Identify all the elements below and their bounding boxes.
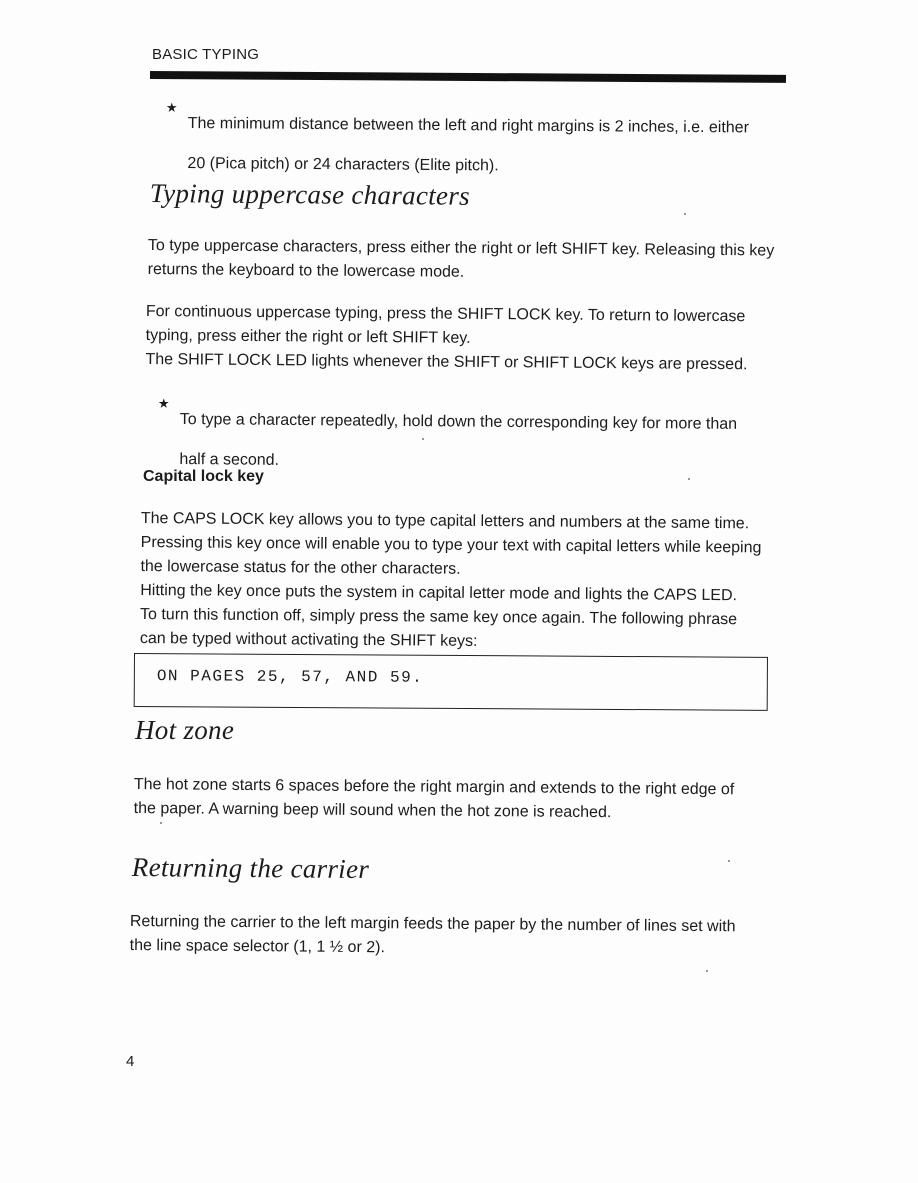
paragraph-line: returns the keyboard to the lowercase mode. bbox=[147, 260, 465, 281]
scan-speck bbox=[684, 213, 686, 215]
paragraph-line: The CAPS LOCK key allows you to type capital letters and numbers at the same time. bbox=[140, 509, 750, 533]
paragraph-line: To turn this function off, simply press the same key once again. The following phrase bbox=[139, 605, 738, 629]
scan-speck bbox=[688, 478, 690, 480]
uppercase-paragraph-2 bbox=[145, 300, 748, 377]
capital-lock-paragraph bbox=[140, 507, 762, 656]
paragraph-line: For continuous uppercase typing, press the SHIFT LOCK key. To return to lowercase bbox=[145, 302, 746, 326]
uppercase-paragraph-1 bbox=[148, 234, 775, 287]
paragraph-line: Pressing this key once will enable you to type your text with capital letters while keeping bbox=[140, 533, 762, 557]
paragraph-line: Returning the carrier to the left margin feeds the paper by the number of lines set with bbox=[129, 912, 736, 936]
note-line: 20 (Pica pitch) or 24 characters (Elite pitch). bbox=[187, 154, 499, 175]
paragraph-line: The SHIFT LOCK LED lights whenever the SHIFT or SHIFT LOCK keys are pressed. bbox=[145, 350, 748, 374]
carrier-paragraph bbox=[130, 910, 736, 963]
hot-zone-paragraph bbox=[134, 773, 735, 826]
paragraph-line: the paper. A warning beep will sound when the hot zone is reached. bbox=[133, 799, 612, 822]
paragraph-line: The hot zone starts 6 spaces before the right margin and extends to the right edge of bbox=[133, 775, 735, 799]
subheading-capital-lock: Capital lock key bbox=[143, 468, 264, 485]
star-bullet-icon: ★ bbox=[165, 99, 178, 115]
page-number: 4 bbox=[126, 1053, 135, 1070]
section-title-returning-carrier: Returning the carrier bbox=[131, 852, 370, 885]
note-line: To type a character repeatedly, hold down the corresponding key for more than bbox=[179, 410, 738, 433]
section-title-uppercase: Typing uppercase characters bbox=[149, 178, 471, 211]
scan-speck bbox=[728, 860, 730, 862]
note-line: half a second. bbox=[179, 450, 280, 469]
header-rule bbox=[150, 71, 786, 83]
paragraph-line: the line space selector (1, 1 ½ or 2). bbox=[129, 936, 386, 957]
paragraph-line: To type uppercase characters, press either the right or left SHIFT key. Releasing this key bbox=[147, 236, 775, 260]
running-header: BASIC TYPING bbox=[152, 46, 260, 63]
star-bullet-icon: ★ bbox=[157, 395, 170, 411]
example-phrase-box bbox=[134, 653, 768, 711]
note-line: The minimum distance between the left and right margins is 2 inches, i.e. either bbox=[187, 114, 750, 137]
paragraph-line: can be typed without activating the SHIFT keys: bbox=[139, 629, 478, 650]
paragraph-line: Hitting the key once puts the system in capital letter mode and lights the CAPS LED. bbox=[140, 581, 738, 605]
scan-speck bbox=[160, 822, 162, 824]
paragraph-line: typing, press either the right or left SHIFT key. bbox=[145, 326, 471, 347]
paragraph-line: the lowercase status for the other characters. bbox=[140, 557, 461, 578]
scan-speck bbox=[706, 970, 708, 972]
scan-speck bbox=[422, 438, 424, 440]
section-title-hot-zone: Hot zone bbox=[135, 715, 235, 745]
example-phrase: ON PAGES 25, 57, AND 59. bbox=[156, 667, 424, 687]
